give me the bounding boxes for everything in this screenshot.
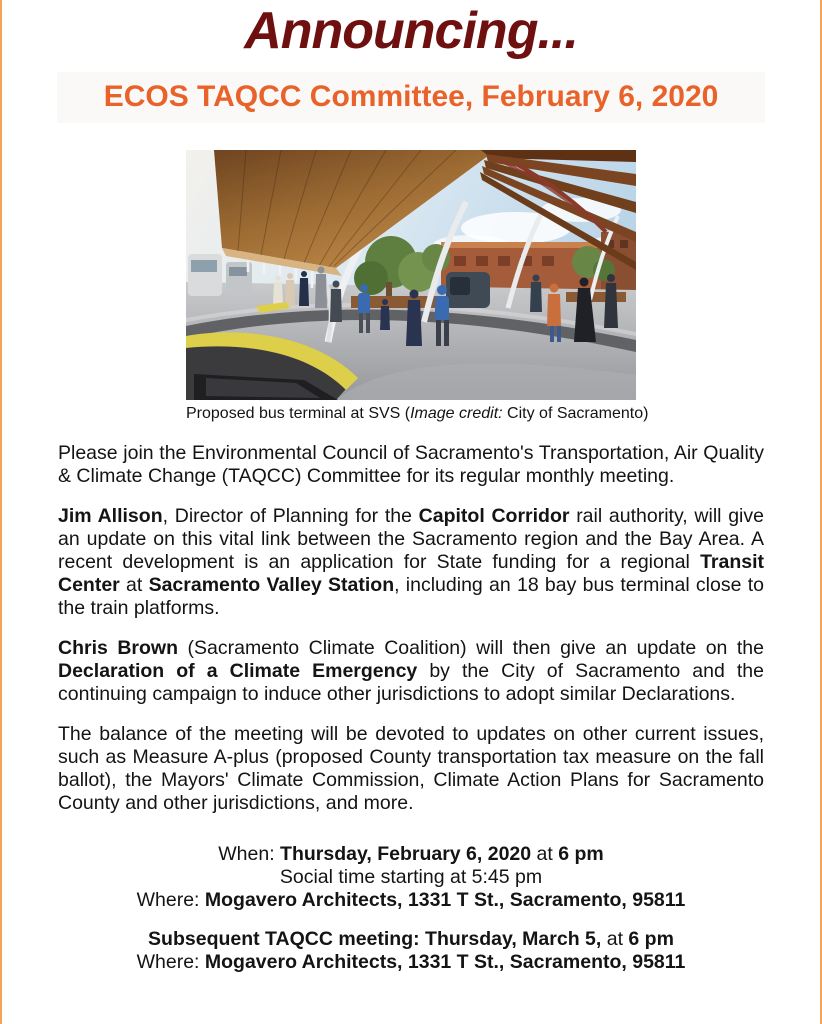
text: , including an 18 bay bus terminal close to the train platforms.: [58, 574, 764, 619]
bold-text: Transit Center: [58, 551, 764, 596]
page-title: Announcing...: [244, 2, 578, 60]
text: Where:: [136, 889, 205, 911]
bold-text: Jim Allison: [58, 505, 163, 527]
bold-text: Sacramento Valley Station: [148, 574, 395, 596]
event-heading: ECOS TAQCC Committee, February 6, 2020: [103, 80, 719, 113]
text: rail authority, will give an update on this vital link between the Sacramento region and the Bay Area. A recent development is an application for State funding for a regional: [58, 505, 764, 573]
caption-text: Proposed bus terminal at SVS (: [186, 405, 411, 422]
text: When:: [218, 843, 281, 865]
paragraph-intro: [58, 442, 764, 488]
info-line: [2, 889, 820, 912]
text: Where:: [136, 951, 205, 973]
hero-figure: [186, 150, 649, 424]
paragraph-jim-allison: [58, 505, 764, 620]
event-heading-band: [57, 72, 765, 123]
info-line: [2, 843, 820, 866]
bus-terminal-rendering: [186, 150, 636, 400]
text: at: [119, 574, 149, 596]
caption-credit-value: City of Sacramento): [502, 405, 649, 422]
text: Social time starting at 5:45 pm: [279, 866, 543, 888]
text: , Director of Planning for the: [162, 505, 419, 527]
info-line: [2, 951, 820, 974]
bold-text: 6 pm: [558, 843, 604, 865]
text: at: [601, 928, 629, 950]
text: The balance of the meeting will be devoted to updates on other current issues, such as Measure A-plus (proposed County transportation tax measure on the fall ballot), the Mayors' Climate Commission, Climate Action Plans for Sacramento County and other jurisdictions, and more.: [58, 723, 764, 814]
info-line: [2, 866, 820, 889]
bold-text: Mogavero Architects, 1331 T St., Sacramento, 95811: [204, 951, 686, 973]
info-line: [2, 928, 820, 951]
text: (Sacramento Climate Coalition) will then give an update on the: [178, 637, 764, 659]
text: Please join the Environmental Council of Sacramento's Transportation, Air Quality & Climate Change (TAQCC) Committee for its regular monthly meeting.: [58, 442, 764, 487]
meeting-block-march: [2, 928, 820, 974]
caption-credit-label: Image credit:: [410, 405, 503, 422]
bold-text: Thursday, February 6, 2020: [280, 843, 532, 865]
paragraph-other-issues: [58, 723, 764, 815]
paragraph-chris-brown: [58, 637, 764, 706]
bold-text: Chris Brown: [58, 637, 179, 659]
bold-text: Declaration of a Climate Emergency: [58, 660, 418, 682]
bold-text: Subsequent TAQCC meeting: Thursday, March 5,: [148, 928, 602, 950]
hero-caption: [186, 404, 649, 424]
meeting-block-february: [2, 843, 820, 912]
text: at: [531, 843, 559, 865]
bold-text: Capitol Corridor: [418, 505, 570, 527]
text: by the City of Sacramento and the continuing campaign to induce other jurisdictions to adopt similar Declarations.: [58, 660, 764, 705]
bold-text: Mogavero Architects, 1331 T St., Sacramento, 95811: [204, 889, 686, 911]
meeting-details: [2, 843, 820, 974]
bold-text: 6 pm: [628, 928, 674, 950]
body-content: [58, 442, 764, 815]
hero-image: [186, 150, 636, 400]
